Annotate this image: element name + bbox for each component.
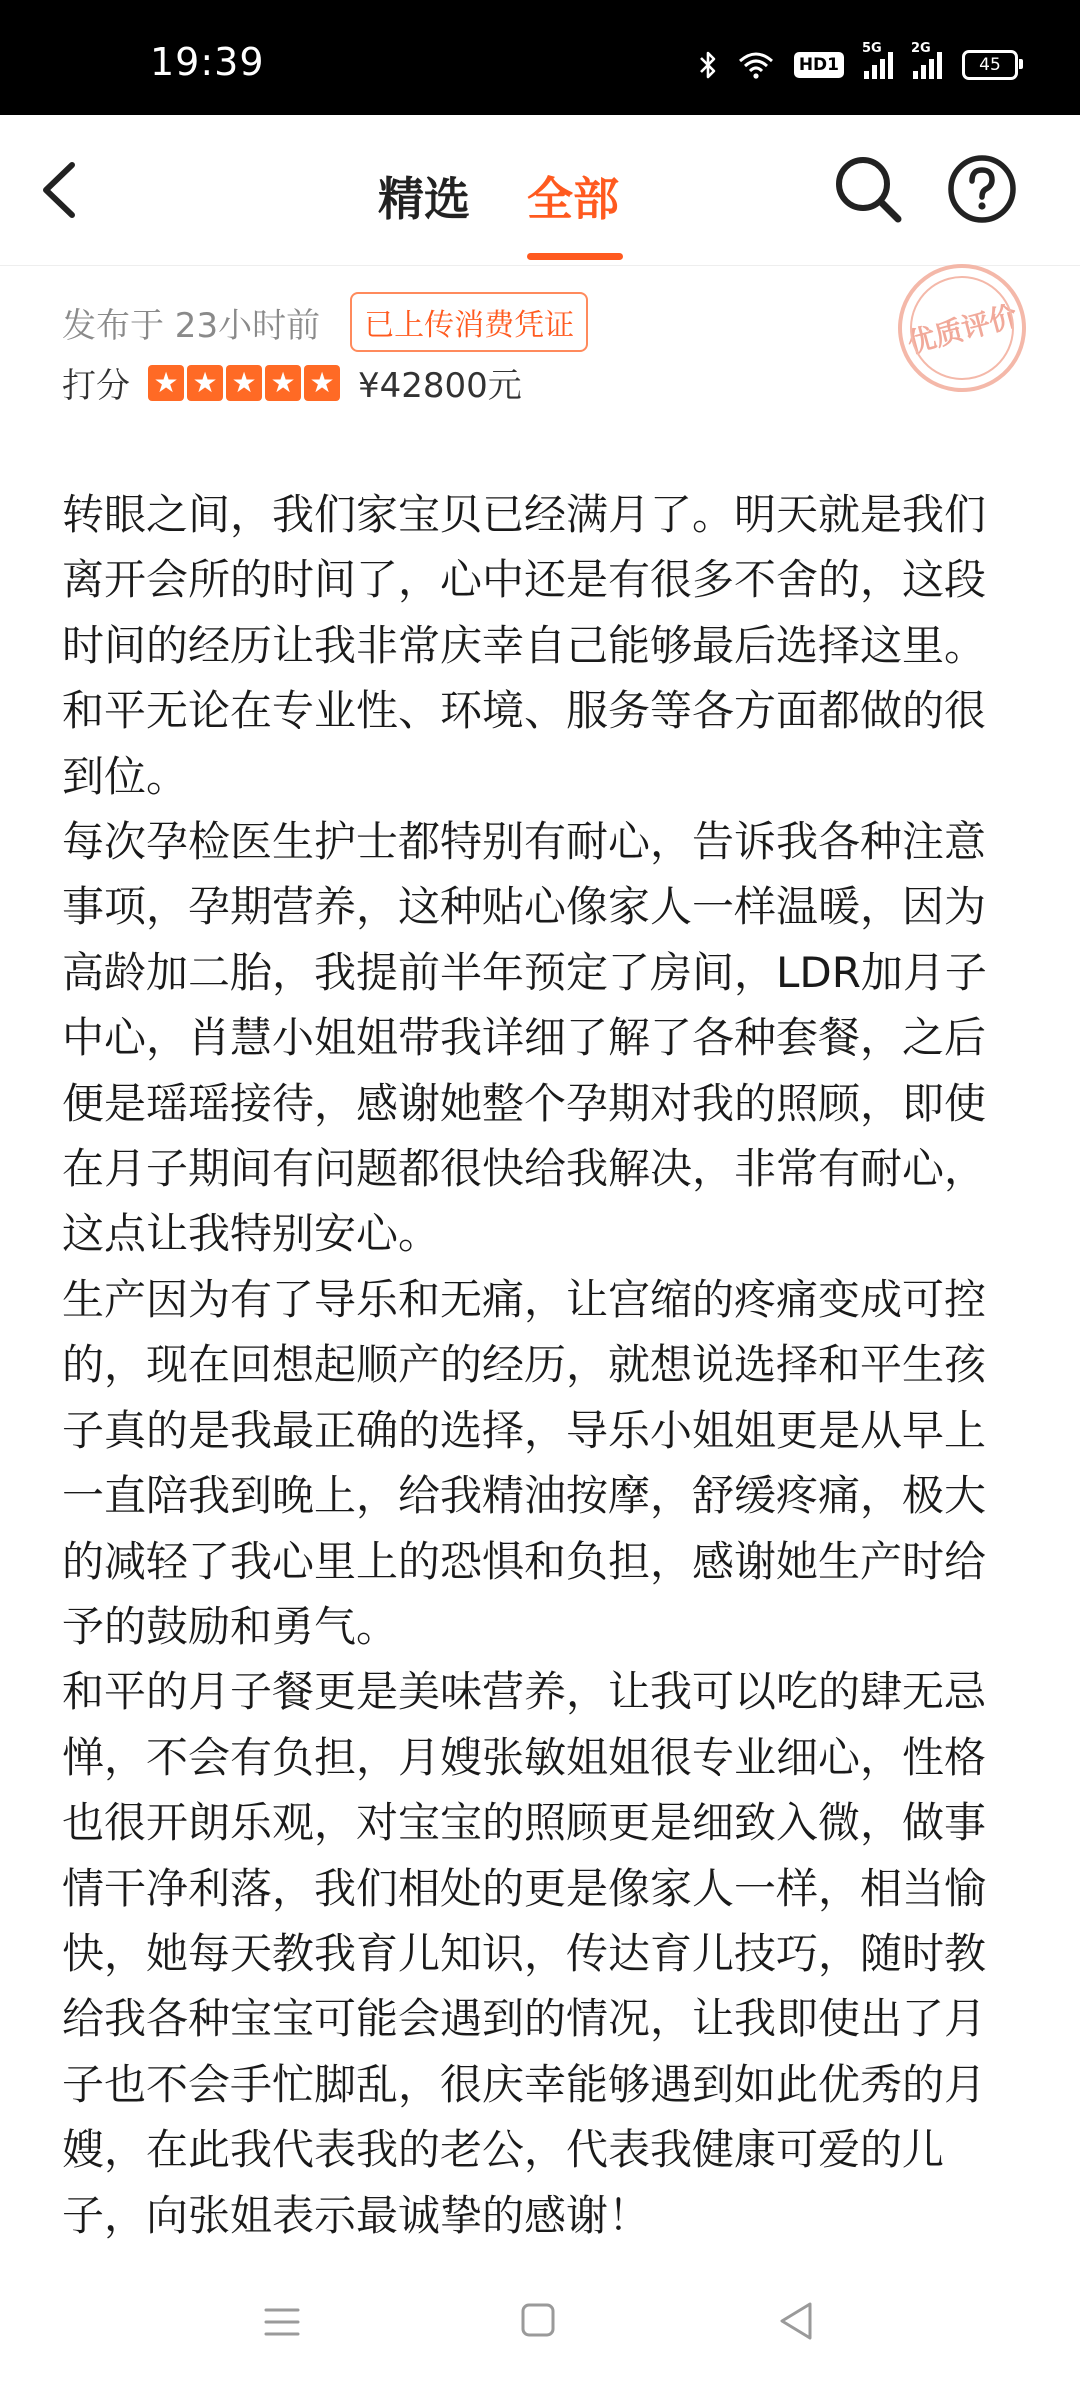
square-icon bbox=[518, 2300, 558, 2340]
tab-featured[interactable]: 精选 bbox=[378, 172, 470, 226]
star-rating bbox=[148, 365, 340, 401]
tab-all[interactable]: 全部 bbox=[527, 172, 619, 226]
status-icons bbox=[698, 41, 1018, 80]
review-body bbox=[62, 482, 1022, 2260]
system-nav-bar bbox=[0, 2270, 1080, 2400]
review-meta bbox=[62, 292, 588, 352]
receipt-badge: 已上传消费凭证 bbox=[350, 292, 588, 352]
star-icon: ★ bbox=[187, 365, 223, 401]
hd-voice-icon: HD1 bbox=[794, 52, 844, 78]
rating-label: 打分 bbox=[62, 366, 130, 406]
home-button[interactable] bbox=[518, 2300, 558, 2340]
sim1-network-label: 5G bbox=[862, 41, 882, 56]
bluetooth-icon bbox=[698, 50, 718, 80]
chevron-left-icon bbox=[28, 155, 98, 225]
review-paragraph: 和平的月子餐更是美味营养，让我可以吃的肆无忌惮，不会有负担，月嫂张敏姐姐很专业细心，性格也很开朗乐观，对宝宝的照顾更是细致入微，做事情干净利落，我们相处的更是像家人一样，相当愉快，她每天教我育儿知识，传达育儿技巧，随时教给我各种宝宝可能会遇到的情况，让我即使出了月子也不会手忙脚乱，很庆幸能够遇到如此优秀的月嫂，在此我代表我的老公，代表我健康可爱的儿子，向张姐表示最诚挚的感谢！ bbox=[62, 1667, 987, 2240]
wifi-icon bbox=[738, 51, 774, 79]
back-button[interactable] bbox=[28, 155, 98, 225]
review-paragraph: 转眼之间，我们家宝贝已经满月了。明天就是我们离开会所的时间了，心中还是有很多不舍的，这段时间的经历让我非常庆幸自己能够最后选择这里。和平无论在专业性、环境、服务等各方面都做的很到位。 bbox=[62, 490, 987, 801]
star-icon: ★ bbox=[226, 365, 262, 401]
star-icon: ★ bbox=[304, 365, 340, 401]
search-icon bbox=[832, 153, 904, 225]
price: ¥42800元 bbox=[358, 366, 522, 406]
quality-review-stamp: 优质评价 bbox=[884, 250, 1041, 407]
star-icon: ★ bbox=[265, 365, 301, 401]
signal-sim1-icon bbox=[862, 41, 893, 79]
battery-icon: 45 bbox=[962, 50, 1018, 80]
triangle-back-icon bbox=[774, 2298, 820, 2344]
system-back-button[interactable] bbox=[774, 2298, 820, 2344]
recent-apps-button[interactable] bbox=[262, 2302, 302, 2342]
review-paragraph: 每次孕检医生护士都特别有耐心，告诉我各种注意事项，孕期营养，这种贴心像家人一样温暖，因为高龄加二胎，我提前半年预定了房间，LDR加月子中心，肖慧小姐姐带我详细了解了各种套餐，之后便是瑶瑶接待，感谢她整个孕期对我的照顾，即使在月子期间有问题都很快给我解决，非常有耐心，这点让我特别安心。 bbox=[62, 817, 987, 1259]
star-icon: ★ bbox=[148, 365, 184, 401]
help-icon bbox=[946, 153, 1018, 225]
signal-sim2-icon bbox=[911, 41, 942, 79]
rating-row bbox=[62, 358, 522, 407]
search-button[interactable] bbox=[832, 153, 904, 225]
help-button[interactable] bbox=[946, 153, 1018, 225]
sim2-network-label: 2G bbox=[911, 41, 931, 56]
menu-icon bbox=[262, 2302, 302, 2342]
active-tab-indicator bbox=[527, 253, 623, 260]
status-time: 19:39 bbox=[150, 40, 265, 84]
header-bar bbox=[0, 115, 1080, 266]
review-paragraph: 生产因为有了导乐和无痛，让宫缩的疼痛变成可控的，现在回想起顺产的经历，就想说选择和平生孩子真的是我最正确的选择，导乐小姐姐更是从早上一直陪我到晚上，给我精油按摩，舒缓疼痛，极大的减轻了我心里上的恐惧和负担，感谢她生产时给予的鼓励和勇气。 bbox=[62, 1274, 987, 1651]
status-bar bbox=[0, 0, 1080, 115]
posted-time: 发布于 23小时前 bbox=[62, 305, 321, 346]
